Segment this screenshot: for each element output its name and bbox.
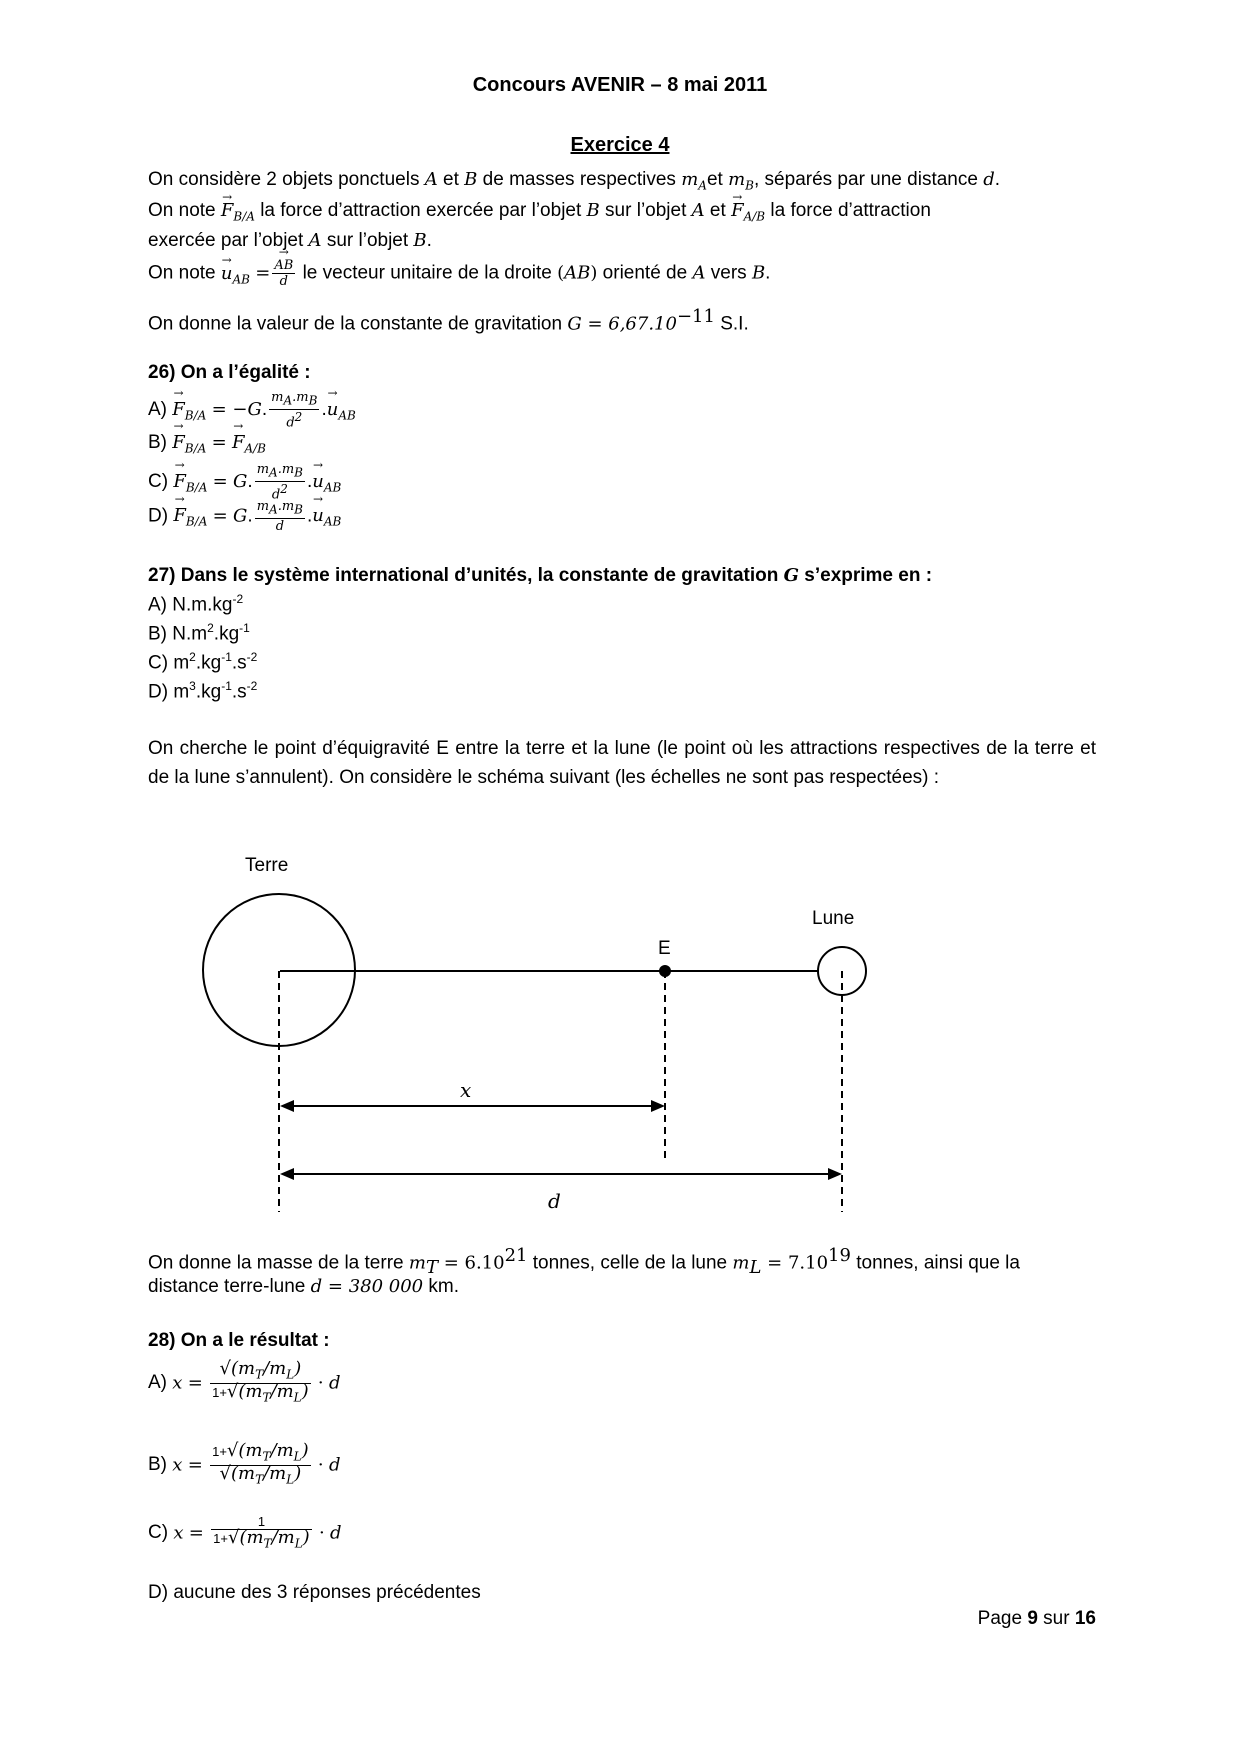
intro-line-1: On considère 2 objets ponctuels A et B de masses respectives $m_Aet$ $m_B$, séparés par une distance d.: [148, 169, 1001, 193]
q28-option-d[interactable]: D) aucune des 3 réponses précédentes: [148, 1582, 481, 1603]
q26-title: 26) On a l’égalité :: [148, 362, 311, 383]
x-arrow-right: [651, 1100, 665, 1112]
d-label: d: [548, 1189, 561, 1213]
earth-moon-diagram: [0, 840, 1240, 1220]
x-label: x: [460, 1078, 472, 1102]
intro-line-5: On donne la valeur de la constante de gravitation $G = 6,67.10^{-11}$ S.I.: [148, 306, 749, 335]
exercise-title: Exercice 4: [570, 134, 670, 156]
equigravity-paragraph: On cherche le point d’équigravité E entre la terre et la lune (le point où les attractions respectives de la terre et de la lune s’annulent). On considère le schéma suivant (les échelles ne sont pas respectées) :: [148, 738, 1096, 788]
q27-option-a[interactable]: A) $N.m.kg^{-2}$: [148, 592, 244, 616]
moon-label: Lune: [812, 908, 855, 929]
masses-line-2: distance terre-lune d = 380 000 km.: [148, 1276, 460, 1297]
q26-option-b[interactable]: $B) \to F_{B/A}$ = → $F_{A/B}$: [148, 432, 266, 456]
intro-line-4: On note → $u_{AB}$ = → $\frac{AB}{d}$ le vecteur unitaire de la droite (AB) orienté de A vers B.: [148, 258, 1096, 294]
exam-header: Concours AVENIR – 8 mai 2011: [472, 74, 768, 96]
q28-title: 28) On a le résultat :: [148, 1330, 330, 1351]
q26-option-d[interactable]: $D) \to F_{B/A} = G$. $\frac{m_A.m_B}{d}$ .→ $u_{AB}$: [148, 499, 341, 534]
q27-option-d[interactable]: D) $m^3.kg^{-1}.s^{-2}$: [148, 679, 258, 703]
q27-option-c[interactable]: C) $m^2.kg^{-1}.s^{-2}$: [148, 650, 258, 674]
q27-option-b[interactable]: B) $N.m^2.kg^{-1}$: [148, 621, 250, 645]
earth-label: Terre: [245, 855, 289, 876]
d-arrow-left: [280, 1168, 294, 1180]
q27-title: 27) Dans le système international d’unités, la constante de gravitation G s’exprime en :: [148, 565, 933, 586]
x-arrow-left: [280, 1100, 294, 1112]
q26-option-c[interactable]: $C) \to F_{B/A} = G$. $\frac{m_A.m_B}{d^2}$ .→ $u_{AB}$: [148, 462, 341, 502]
point-e-label: E: [658, 938, 671, 959]
masses-line-1: On donne la masse de la terre $m_T = 6.10^{21}$ tonnes, celle de la lune $m_L = 7.10^{19}$ tonnes, ainsi que la: [148, 1245, 1020, 1279]
q26-option-a[interactable]: $A) \to F_{B/A} = -G$. $\frac{m_A.m_B}{d^2}$ .→ $u_{AB}$: [148, 390, 356, 430]
page-footer: Page 9 sur 16: [977, 1608, 1096, 1629]
q28-option-b[interactable]: B) x = $\frac{1+√(m_T/m_L)}{√(m_T/m_L)}$ · d: [148, 1440, 341, 1487]
q28-option-a[interactable]: A) x = $\frac{√(m_T/m_L)}{1+√(m_T/m_L)}$ · d: [148, 1358, 341, 1405]
intro-line-3: exercée par l’objet A sur l’objet B.: [148, 230, 432, 251]
q28-option-c[interactable]: C) x = $\frac{1}{1+√(m_T/m_L)}$ · d: [148, 1514, 342, 1551]
intro-line-2: On note → $F_{B/A}$ la force d’attraction exercée par l’objet B sur l’objet A et → $F_{A/B}$ la force d’attraction: [148, 196, 1096, 232]
d-arrow-right: [828, 1168, 842, 1180]
